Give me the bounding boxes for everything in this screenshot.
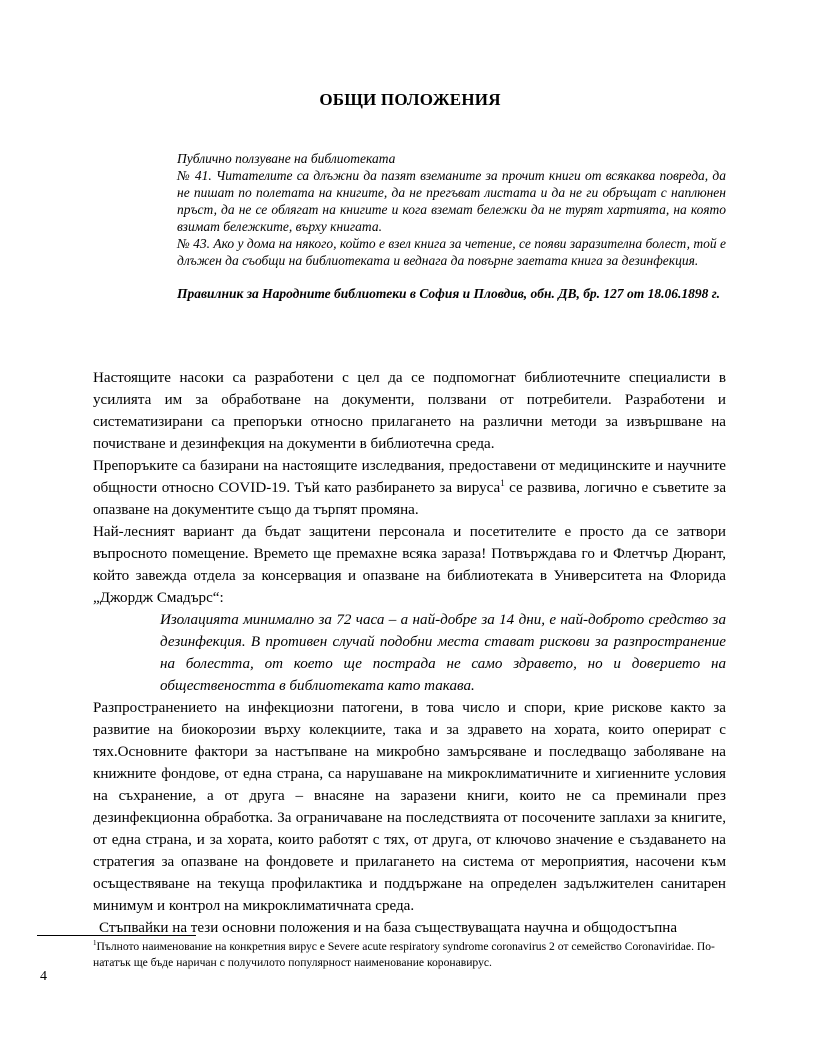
page-number: 4 (40, 969, 47, 984)
paragraph-text: Препоръките са базирани на настоящите изследвания, предоставени от медицинските и научните общности относно COVID-19. Тъй като разбирането за вируса (93, 458, 726, 496)
epigraph-line: № 41. Читателите са длъжни да пазят вземаните за прочит книги от всякаква повреда, да не пишат по полетата на книгите, да не прегъват листата и да не ги обръщат с наплюнен пръст, да не се облягат на книгите и кога вземат бележки да не турят хартията, на която взимат бележките, върху книгата. (177, 168, 726, 234)
footnote-marker: 1 (93, 939, 97, 948)
paragraph: Най-лесният вариант да бъдат защитени персонала и посетителите е просто да се затвори въпросното помещение. Времето ще премахне всяка зараза! Потвърждава го и Флетчър Дюрант, който завежда отдела за консервация и опазване на библиотеката в Университета на Флорида „Джордж Смадърс“: (93, 524, 726, 606)
epigraph-source: Правилник за Народните библиотеки в София и Пловдив, обн. ДВ, бр. 127 от 18.06.1898 г. (177, 286, 720, 301)
epigraph-line: № 43. Ако у дома на някого, който е взел книга за четение, се появи заразителна болест, той е длъжен да съобщи на библиотеката и веднага да повърне заетата книга за дезинфекция. (177, 236, 726, 268)
footnote-reference: 1 (500, 477, 505, 488)
paragraph: Стъпвайки на тези основни положения и на база съществуващата научна и общодостъпна (99, 920, 678, 936)
paragraph (93, 455, 726, 521)
body-text (93, 367, 726, 939)
epigraph-line: Публично ползуване на библиотеката (177, 151, 396, 166)
paragraph: Разпространението на инфекциозни патогени, в това число и спори, крие рискове както за развитие на биокорозии върху колекциите, така и за здравето на хората, които оперират с тях.Основните фактори за настъпване на микробно замърсяване и последващо заболяване на книжните фондове, от една страна, са нарушаване на микроклиматичните и хигиенните условия на съхранение, а от друга – внасяне на заразени книги, които не са преминали през дезинфекционна обработка. За ограничаване на последствията от посочените заплахи за книгите, от една страна, и за хората, които работят с тях, от друга, от ключово значение е създаването на стратегия за опазване на фондовете и прилагането на система от мероприятия, насочени към осъществяване на текуща профилактика и поддържане на определен задължителен санитарен минимум и контрол на микроклиматичната среда. (93, 700, 726, 914)
epigraph-quote (177, 150, 726, 302)
footnote-separator (37, 935, 196, 936)
block-quote: Изолацията минимално за 72 часа – а най-добре за 14 дни, е най-доброто средство за дезинфекция. В противен случай подобни места стават рискови за разпространение на болестта, от което ще пострада не само здравето, но и доверието на обществеността в библиотеката като такава. (160, 612, 726, 694)
paragraph: Настоящите насоки са разработени с цел да се подпомогнат библиотечните специалисти в усилията им за обработване на документи, ползвани от потребители. Разработени и систематизирани са препоръки относно прилагането на различни методи за извършване на почистване и дезинфекция на документи в библиотечна среда. (93, 370, 726, 452)
paragraph-text: се развива, логично е съветите за опазване на документите също да търпят промяна. (93, 480, 727, 518)
footnote (93, 939, 726, 971)
section-title: ОБЩИ ПОЛОЖЕНИЯ (319, 90, 501, 109)
footnote-text: Пълното наименование на конкретния вирус е Severe acute respiratory syndrome coronavirus 2 от семейство Coronaviridae. По-нататък ще бъде наричан с получилото популярност наименование коронавирус. (93, 940, 715, 969)
